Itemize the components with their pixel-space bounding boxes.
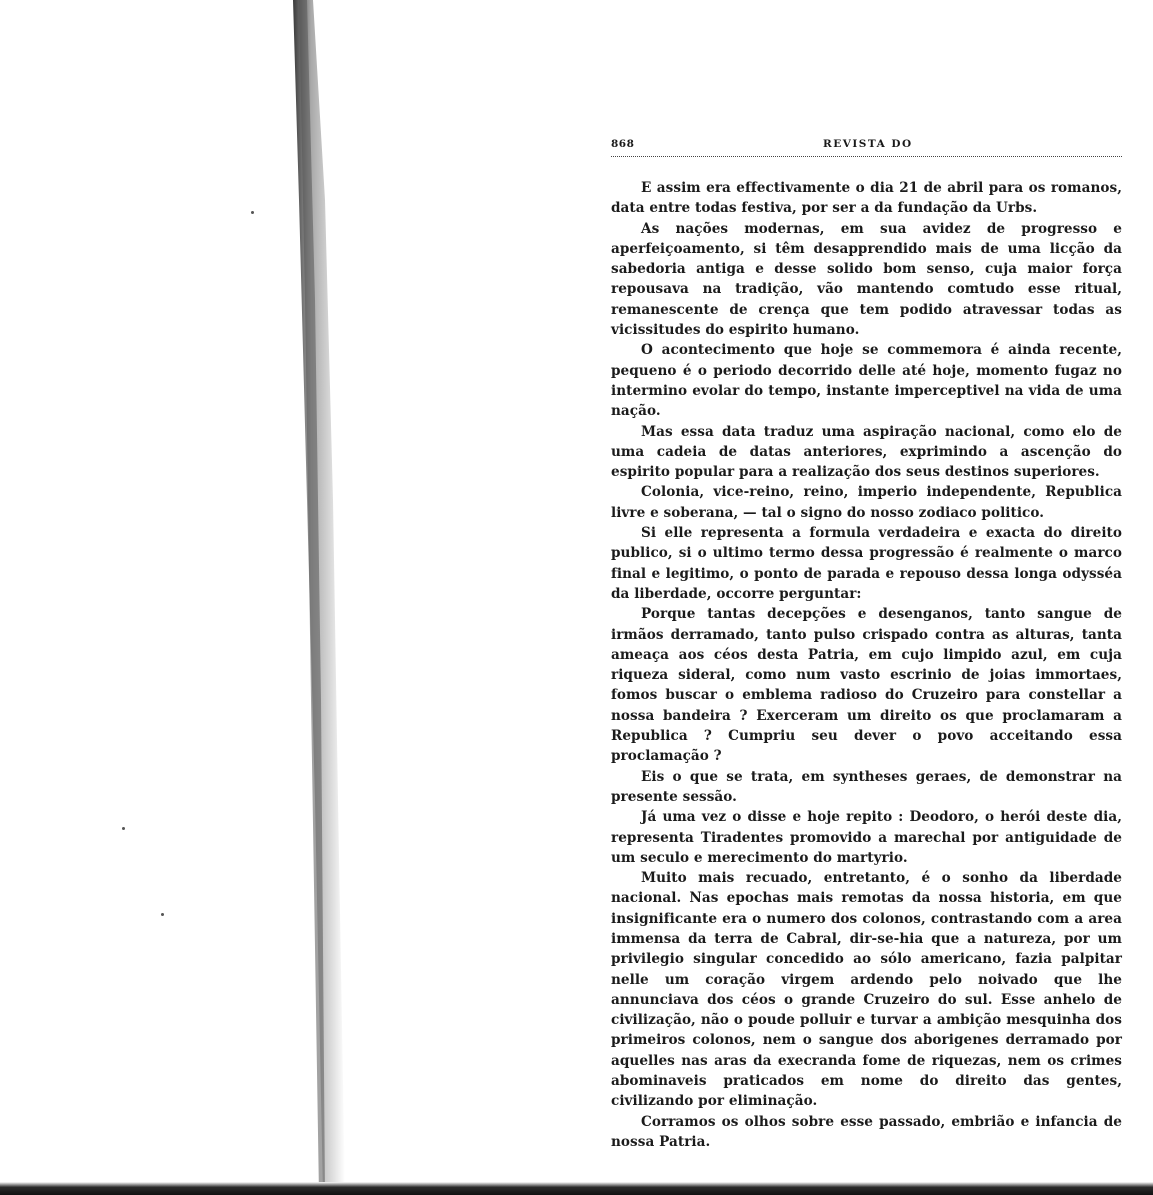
paragraph: As nações modernas, em sua avidez de progresso e aperfeiçoamento, si têm desapprendido mais de uma licção da sabedoria antiga e desse solido bom senso, cuja maior força repousava na tradição, vão mantendo comtudo esse ritual, remanescente de crença que tem podido atravessar todas as vicissitudes do espirito humano. <box>611 220 1122 339</box>
paper-speck <box>251 211 254 214</box>
book-spine-shadow <box>293 0 365 1195</box>
running-head <box>611 136 1122 154</box>
paragraph: E assim era effectivamente o dia 21 de abril para os romanos, data entre todas festiva, por ser a da fundação da Urbs. <box>611 180 1122 217</box>
scan-bottom-edge <box>0 1182 1153 1195</box>
book-page <box>611 136 1122 1152</box>
paper-speck <box>161 913 164 916</box>
paragraph: Si elle representa a formula verdadeira e exacta do direito publico, si o ultimo termo dessa progressão é realmente o marco final e legitimo, o ponto de parada e repouso dessa longa odysséa da liberdade, occorre perguntar: <box>611 525 1122 602</box>
journal-title: REVISTA DO <box>823 138 913 150</box>
page-number: 868 <box>611 138 635 150</box>
paragraph: Porque tantas decepções e desenganos, tanto sangue de irmãos derramado, tanto pulso crispado contra as alturas, tanta ameaça aos céos desta Patria, em cujo limpido azul, em cuja riqueza sideral, como num vasto escrinio de joias immortaes, fomos buscar o emblema radioso do Cruzeiro para constellar a nossa bandeira ? Exerceram um direito os que proclamaram a Republica ? Cumpriu seu dever o povo acceitando essa proclamação ? <box>611 606 1122 765</box>
paragraph: Mas essa data traduz uma aspiração nacional, como elo de uma cadeia de datas anteriores, exprimindo a ascenção do espirito popular para a realização dos seus destinos superiores. <box>611 423 1122 481</box>
header-rule <box>611 156 1122 159</box>
paragraph: Eis o que se trata, em syntheses geraes, de demonstrar na presente sessão. <box>611 768 1122 805</box>
paragraph: Muito mais recuado, entretanto, é o sonho da liberdade nacional. Nas epochas mais remotas da nossa historia, em que insignificante era o numero dos colonos, contrastando com a area immensa da terra de Cabral, dir-se-hia que a natureza, por um privilegio singular concedido ao sólo americano, fazia palpitar nelle um coração virgem ardendo pelo noivado que lhe annunciava dos céos o grande Cruzeiro do sul. Esse anhelo de civilização, não o poude polluir e turvar a ambição mesquinha dos primeiros colonos, nem o sangue dos aborigenes derramado por aquelles nas aras da execranda fome de riquezas, nem os crimes abominaveis praticados em nome do direito das gentes, civilizando por eliminação. <box>611 870 1122 1110</box>
paragraph: Já uma vez o disse e hoje repito : Deodoro, o herói deste dia, representa Tiradentes promovido a marechal por antiguidade de um seculo e merecimento do martyrio. <box>611 809 1122 866</box>
paragraph: Corramos os olhos sobre esse passado, embrião e infancia de nossa Patria. <box>611 1113 1122 1150</box>
paper-speck <box>122 827 125 830</box>
paragraph: O acontecimento que hoje se commemora é ainda recente, pequeno é o periodo decorrido delle até hoje, momento fugaz no interminо evolar do tempo, instante imperceptivel na vida de uma nação. <box>611 342 1122 420</box>
body-text <box>611 178 1122 1152</box>
paragraph: Colonia, vice-reino, reino, imperio independente, Republica livre e soberana, — tal o signo do nosso zodiaco politico. <box>611 484 1122 521</box>
